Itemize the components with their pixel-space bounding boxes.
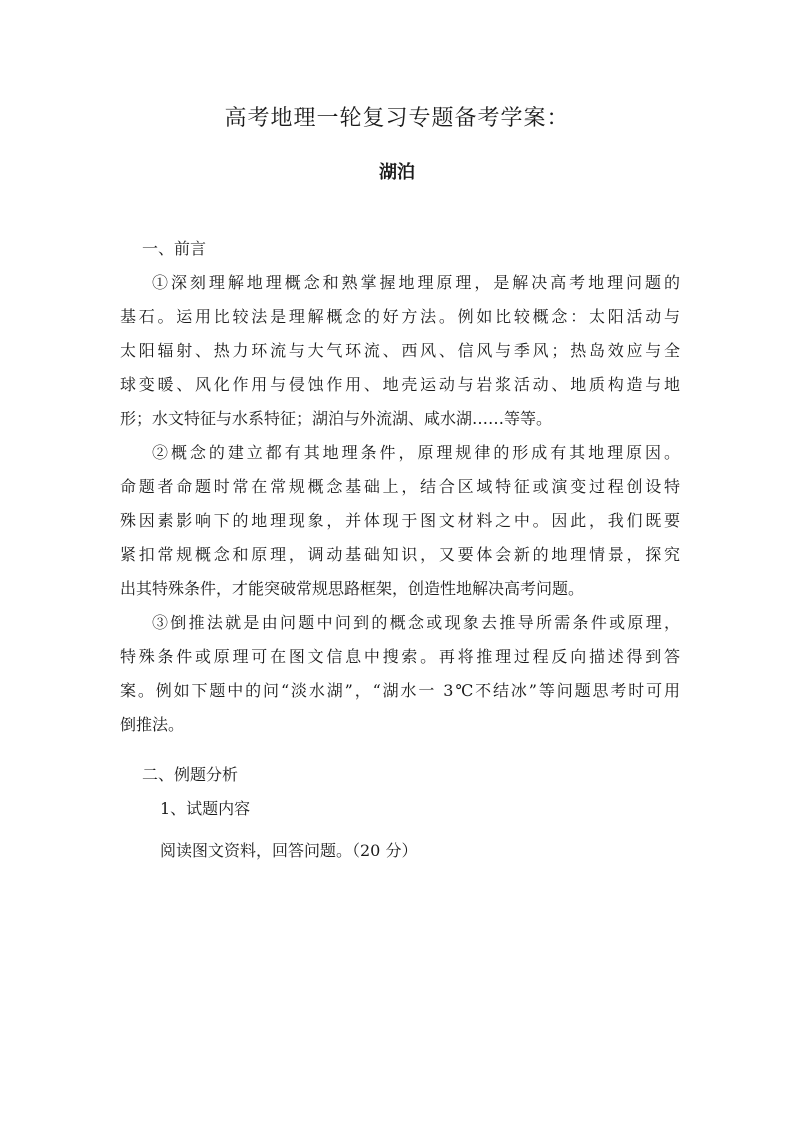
section-gap [120,742,680,758]
paragraph-line: 命题者命题时常在常规概念基础上，结合区域特征或演变过程创设特 [120,477,680,496]
paragraph-line: 紧扣常规概念和原理，调动基础知识，又要体会新的地理情景，探究 [120,545,680,564]
paragraph-line: ③倒推法就是由问题中问到的概念或现象去推导所需条件或原理， [152,613,680,632]
page-title: 高考地理一轮复习专题备考学案： [224,106,570,131]
paragraph-line: ②概念的建立都有其地理条件，原理规律的形成有其地理原因。 [152,443,680,462]
question-prompt: 阅读图文资料，回答问题。（20 分） [160,841,418,860]
paragraph-line: 球变暖、风化作用与侵蚀作用、地壳运动与岩浆活动、地质构造与地 [120,375,680,394]
document-body [120,232,680,868]
subheading-question-content: 1、试题内容 [160,799,251,818]
paragraph-1 [120,266,680,436]
section-heading-preface: 一、前言 [142,239,207,258]
section-heading-examples: 二、例题分析 [142,765,239,784]
paragraph-line: 特殊条件或原理可在图文信息中搜索。再将推理过程反向描述得到答 [120,647,680,666]
paragraph-line: 倒推法。 [120,715,185,734]
paragraph-line: 基石。运用比较法是理解概念的好方法。例如比较概念：太阳活动与 [120,307,680,326]
paragraph-line: ①深刻理解地理概念和熟掌握地理原理，是解决高考地理问题的 [152,273,680,292]
page-subtitle: 湖泊 [379,162,415,183]
paragraph-2 [120,436,680,606]
paragraph-line: 太阳辐射、热力环流与大气环流、西风、信风与季风；热岛效应与全 [120,341,680,360]
paragraph-line: 出其特殊条件，才能突破常规思路框架，创造性地解决高考问题。 [120,579,585,598]
paragraph-3 [120,606,680,742]
paragraph-line: 案。例如下题中的问“淡水湖”，“湖水一 3℃不结冰”等问题思考时可用 [120,681,680,700]
paragraph-line: 形；水文特征与水系特征；湖泊与外流湖、咸水湖……等等。 [120,409,553,428]
paragraph-line: 殊因素影响下的地理现象，并体现于图文材料之中。因此，我们既要 [120,511,680,530]
